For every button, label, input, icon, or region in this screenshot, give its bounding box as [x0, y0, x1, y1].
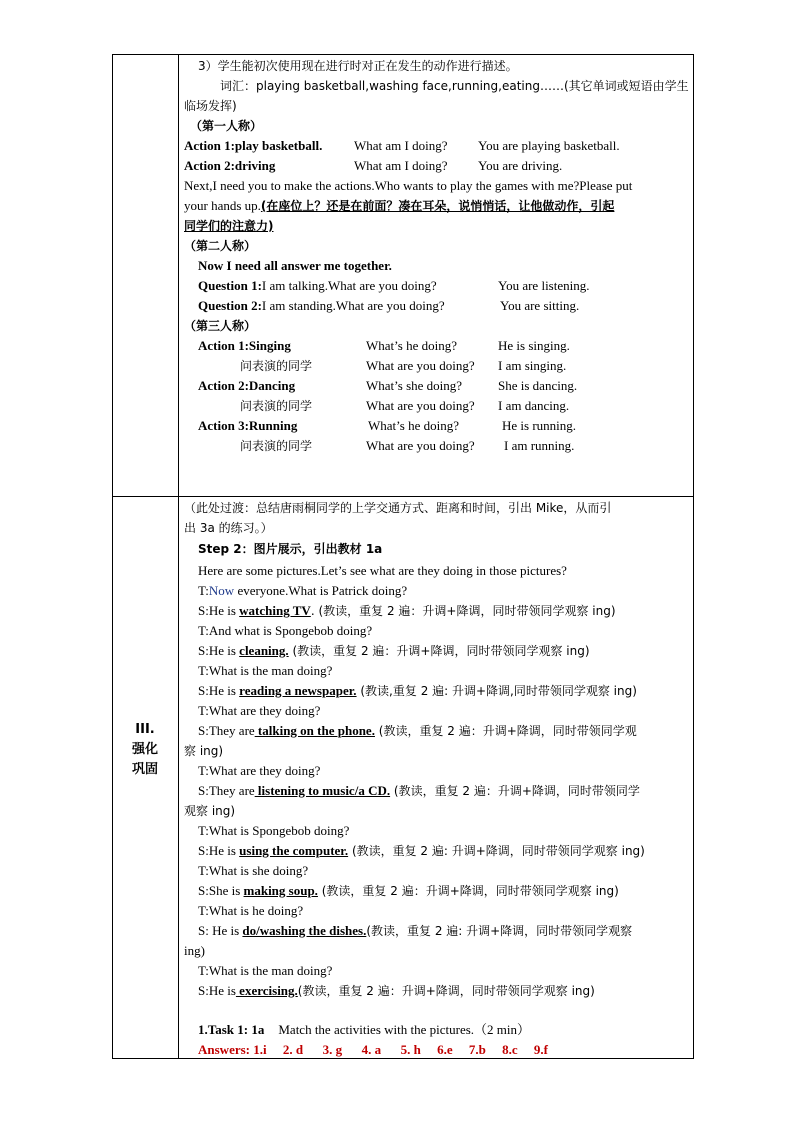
dialog-s4: [198, 721, 637, 741]
row-divider: [112, 496, 694, 497]
dialog-prefix: S:He is: [198, 983, 236, 998]
dialog-prefix: S:He is: [198, 603, 240, 618]
question2-label: Question 2:: [198, 298, 262, 313]
dialog-t2: T:And what is Spongebob doing?: [198, 623, 373, 638]
dialog-answer: exercising.: [235, 983, 298, 998]
transition-line2: 出 3a 的练习。）: [184, 521, 273, 535]
action2-label: Action 2:driving: [184, 158, 276, 173]
dancing-answer2: I am dancing.: [498, 398, 570, 413]
singing-question: What’s he doing?: [366, 338, 457, 353]
action1-answer: You are playing basketball.: [478, 138, 620, 153]
dancing-question: What’s she doing?: [366, 378, 463, 393]
task1-label: 1.Task 1: 1a: [198, 1022, 265, 1037]
dancing-answer: She is dancing.: [498, 378, 578, 393]
action1-label: Action 1:play basketball.: [184, 138, 323, 153]
dialog-t8: T:What is he doing?: [198, 903, 304, 918]
dialog-note: (教读,重复 2 遍: 升调+降调,同时带领同学观察 ing): [356, 684, 637, 698]
dialog-s2: [198, 641, 590, 661]
question1-label: Question 1:: [198, 278, 262, 293]
dialog-note: (教读，重复 2 遍：升调+降调，同时带领同学观: [374, 724, 637, 738]
next-line2-text: your hands up.: [184, 198, 261, 213]
dialog-s4-cont: 察 ing): [184, 744, 224, 758]
dialog-answer: listening to music/a CD.: [254, 783, 391, 798]
dialog-prefix: S:He is: [198, 843, 240, 858]
dialog-note: . (教读，重复 2 遍：升调+降调，同时带领同学观察 ing): [310, 604, 616, 618]
section-number: III.: [135, 722, 155, 737]
now-word: Now: [208, 583, 235, 598]
next-line1: Next,I need you to make the actions.Who wants to play the games with me?Please put: [184, 178, 633, 193]
question2-answer: You are sitting.: [500, 298, 580, 313]
action2-question: What am I doing?: [354, 158, 448, 173]
question1-text: I am talking.What are you doing?: [261, 278, 437, 293]
dialog-s5: [198, 781, 640, 801]
dialog-answer: reading a newspaper.: [239, 683, 357, 698]
dialog-note: (教读，重复 2 遍：升调+降调，同时带领同学: [390, 784, 640, 798]
dialog-note: (教读，重复 2 遍: 升调+降调，同时带领同学观察: [366, 924, 633, 938]
dialog-answer: talking on the phone.: [254, 723, 375, 738]
task1-answers: Answers: 1.i 2. d 3. g 4. a 5. h 6.e 7.b 8.c 9.f: [198, 1042, 548, 1057]
dialog-note: (教读，重复 2 遍：升调+降调，同时带领同学观察 ing): [288, 644, 590, 658]
question2-text: I am standing.What are you doing?: [261, 298, 445, 313]
running-question: What’s he doing?: [368, 418, 459, 433]
dialog-prefix: S:They are: [198, 783, 255, 798]
dialog-answer: do/washing the dishes.: [242, 923, 367, 938]
dialog-prefix: T:: [198, 583, 209, 598]
dialog-s3: [198, 681, 637, 701]
dialog-note: (教读，重复 2 遍：升调+降调，同时带领同学观察 ing): [297, 984, 595, 998]
running-question2: What are you doing?: [366, 438, 475, 453]
singing-ask: 问表演的同学: [240, 359, 313, 373]
running-answer: He is running.: [502, 418, 577, 433]
dialog-t1: [198, 581, 407, 601]
dialog-t3: T:What is the man doing?: [198, 663, 333, 678]
section-title-line1: 强化: [131, 742, 158, 757]
dialog-s8: [198, 921, 632, 941]
next-line2-note: (在座位上？还是在前面？凑在耳朵，说悄悄话，让他做动作，引起: [260, 199, 615, 213]
dialog-prefix: S: He is: [198, 923, 243, 938]
dialog-s9: [198, 981, 595, 1001]
action2-answer: You are driving.: [478, 158, 563, 173]
first-person-heading: （第一人称）: [190, 119, 263, 133]
section-title-line2: 巩固: [131, 762, 158, 777]
running-label: Action 3:Running: [198, 418, 298, 433]
question1-answer: You are listening.: [498, 278, 590, 293]
running-answer2: I am running.: [504, 438, 575, 453]
action1-question: What am I doing?: [354, 138, 448, 153]
objective-line: 3）学生能初次使用现在进行时对正在发生的动作进行描述。: [198, 59, 518, 73]
dialog-text: everyone.What is Patrick doing?: [234, 583, 408, 598]
dancing-label: Action 2:Dancing: [198, 378, 296, 393]
dialog-t5: T:What are they doing?: [198, 763, 321, 778]
singing-question2: What are you doing?: [366, 358, 475, 373]
singing-answer: He is singing.: [498, 338, 570, 353]
task1-text: Match the activities with the pictures.（2 min）: [278, 1022, 530, 1037]
intro-line: Here are some pictures.Let’s see what are they doing in those pictures?: [198, 563, 567, 578]
task1: [198, 1020, 530, 1040]
dancing-question2: What are you doing?: [366, 398, 475, 413]
dialog-t9: T:What is the man doing?: [198, 963, 333, 978]
dialog-t4: T:What are they doing?: [198, 703, 321, 718]
singing-label: Action 1:Singing: [198, 338, 291, 353]
dialog-note: (教读，重复 2 遍：升调+降调，同时带领同学观察 ing): [317, 884, 619, 898]
dialog-s6: [198, 841, 645, 861]
question2: [198, 296, 445, 316]
dialog-s8-cont: ing): [184, 943, 205, 958]
now-line: Now I need all answer me together.: [198, 258, 392, 273]
dialog-t7: T:What is she doing?: [198, 863, 309, 878]
dialog-answer: making soup.: [243, 883, 318, 898]
transition-line1: （此处过渡：总结唐雨桐同学的上学交通方式、距离和时间，引出 Mike，从而引: [184, 501, 612, 515]
dialog-t6: T:What is Spongebob doing?: [198, 823, 350, 838]
section-label: [112, 720, 178, 780]
dialog-answer: watching TV: [239, 603, 311, 618]
dialog-s7: [198, 881, 619, 901]
singing-answer2: I am singing.: [498, 358, 567, 373]
next-line3-note: 同学们的注意力): [184, 219, 274, 233]
dialog-s5-cont: 观察 ing): [184, 804, 236, 818]
question1: [198, 276, 437, 296]
dialog-prefix: S:He is: [198, 683, 240, 698]
dialog-prefix: S:He is: [198, 643, 240, 658]
second-person-heading: （第二人称）: [184, 239, 257, 253]
vocab-note: 临场发挥): [184, 99, 237, 113]
dialog-prefix: S:She is: [198, 883, 244, 898]
vocab-line: 词汇：playing basketball,washing face,running,eating……(其它单词或短语由学生: [220, 79, 689, 93]
dialog-s1: [198, 601, 616, 621]
dialog-note: (教读，重复 2 遍: 升调+降调，同时带领同学观察 ing): [348, 844, 645, 858]
column-divider: [178, 54, 179, 1059]
dialog-answer: cleaning.: [239, 643, 289, 658]
third-person-heading: （第三人称）: [184, 319, 257, 333]
next-line2: [184, 196, 614, 216]
dialog-answer: using the computer.: [239, 843, 349, 858]
dialog-prefix: S:They are: [198, 723, 255, 738]
dancing-ask: 问表演的同学: [240, 399, 313, 413]
running-ask: 问表演的同学: [240, 439, 313, 453]
step2-heading: Step 2：图片展示，引出教材 1a: [198, 542, 383, 556]
